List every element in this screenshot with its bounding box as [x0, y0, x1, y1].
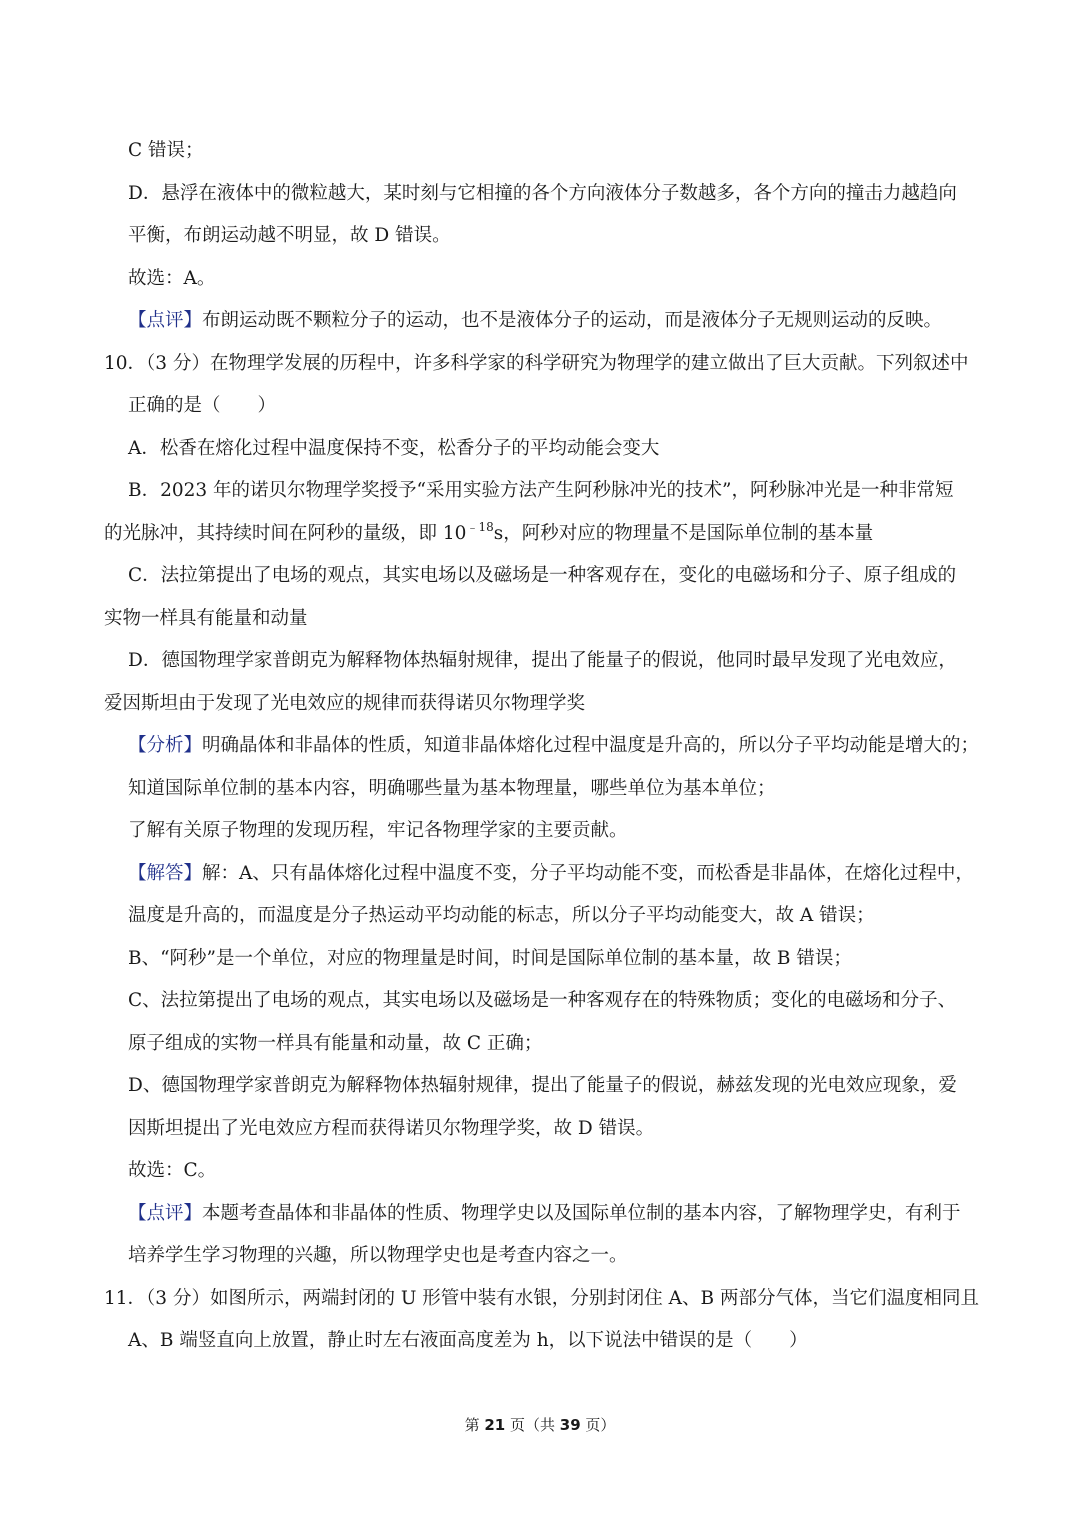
- text-run: 的光脉冲，其持续时间在阿秒的量级，即 10: [104, 523, 467, 544]
- text-line: [128, 393, 276, 419]
- section-tag: 【解答】: [128, 863, 203, 884]
- footer-middle: 页（共: [505, 1416, 560, 1434]
- text-run: 平衡，布朗运动越不明显，故 D 错误。: [128, 225, 451, 246]
- text-run: A、B 端竖直向上放置，静止时左右液面高度差为 h，以下说法中错误的是（ ）: [128, 1330, 808, 1351]
- text-line: [128, 436, 659, 462]
- text-line: [128, 903, 875, 929]
- text-line: [128, 181, 957, 207]
- text-line: [128, 1073, 957, 1099]
- text-run: 因斯坦提出了光电效应方程而获得诺贝尔物理学奖，故 D 错误。: [128, 1118, 655, 1139]
- text-run: 了解有关原子物理的发现历程，牢记各物理学家的主要贡献。: [128, 820, 628, 841]
- text-run: 故选：A。: [128, 268, 216, 289]
- text-run: 明确晶体和非晶体的性质，知道非晶体熔化过程中温度是升高的，所以分子平均动能是增大的；: [202, 735, 980, 756]
- section-tag: 【分析】: [128, 735, 203, 756]
- text-line: [128, 478, 953, 504]
- text-line: [128, 818, 628, 844]
- text-line: [128, 733, 979, 759]
- text-run: 爱因斯坦由于发现了光电效应的规律而获得诺贝尔物理学奖: [104, 693, 586, 714]
- text-run: D、德国物理学家普朗克为解释物体热辐射规律，提出了能量子的假说，赫兹发现的光电效应现象，爱: [128, 1075, 957, 1096]
- text-line: [128, 648, 957, 674]
- text-run: 10．（3 分）在物理学发展的历程中，许多科学家的科学研究为物理学的建立做出了巨大贡献。下列叙述中: [104, 353, 969, 374]
- text-line: [128, 1031, 542, 1057]
- text-line: [128, 776, 776, 802]
- text-line: [104, 1286, 979, 1312]
- text-line: [128, 1201, 961, 1227]
- text-run: 11．（3 分）如图所示，两端封闭的 U 形管中装有水银，分别封闭住 A、B 两部分气体，当它们温度相同且: [104, 1288, 980, 1309]
- text-line: [104, 521, 873, 547]
- text-line: [128, 563, 956, 589]
- text-run: 故选：C。: [128, 1160, 217, 1181]
- text-run: C 错误；: [128, 140, 204, 161]
- text-run: C．法拉第提出了电场的观点，其实电场以及磁场是一种客观存在，变化的电磁场和分子、原子组成的: [128, 565, 957, 586]
- footer-prefix: 第: [464, 1416, 485, 1434]
- text-line: [104, 351, 968, 377]
- text-run: 知道国际单位制的基本内容，明确哪些量为基本物理量，哪些单位为基本单位；: [128, 778, 776, 799]
- text-run: B、“阿秒”是一个单位，对应的物理量是时间，时间是国际单位制的基本量，故 B 错误；: [128, 948, 852, 969]
- text-run: 本题考查晶体和非晶体的性质、物理学史以及国际单位制的基本内容，了解物理学史，有利于: [202, 1203, 961, 1224]
- text-run: 培养学生学习物理的兴趣，所以物理学史也是考查内容之一。: [128, 1245, 628, 1266]
- text-run: 原子组成的实物一样具有能量和动量，故 C 正确；: [128, 1033, 543, 1054]
- text-run: A．松香在熔化过程中温度保持不变，松香分子的平均动能会变大: [128, 438, 660, 459]
- text-line: [128, 861, 974, 887]
- text-run: 解：A、只有晶体熔化过程中温度不变，分子平均动能不变，而松香是非晶体，在熔化过程中，: [202, 863, 974, 884]
- text-line: [128, 223, 451, 249]
- text-run: 布朗运动既不颗粒分子的运动，也不是液体分子的运动，而是液体分子无规则运动的反映。: [202, 310, 943, 331]
- text-run: D．悬浮在液体中的微粒越大，某时刻与它相撞的各个方向液体分子数越多，各个方向的撞击力越趋向: [128, 183, 957, 204]
- text-line: [128, 1328, 808, 1354]
- text-line: [128, 1116, 654, 1142]
- total-page-count: 39: [559, 1416, 581, 1434]
- text-line: [104, 691, 585, 717]
- current-page-number: 21: [484, 1416, 506, 1434]
- text-run: B．2023 年的诺贝尔物理学奖授予“采用实验方法产生阿秒脉冲光的技术”，阿秒脉冲光是一种非常短: [128, 480, 954, 501]
- text-line: [128, 308, 942, 334]
- section-tag: 【点评】: [128, 310, 203, 331]
- superscript-exponent: ﹣18: [466, 520, 494, 534]
- text-run: 正确的是（ ）: [128, 395, 277, 416]
- text-line: [128, 1158, 216, 1184]
- text-run: 温度是升高的，而温度是分子热运动平均动能的标志，所以分子平均动能变大，故 A 错误；: [128, 905, 875, 926]
- text-line: [128, 946, 852, 972]
- section-tag: 【点评】: [128, 1203, 203, 1224]
- text-run: D．德国物理学家普朗克为解释物体热辐射规律，提出了能量子的假说，他同时最早发现了光电效应，: [128, 650, 957, 671]
- page-footer: [0, 1414, 1080, 1436]
- text-run: C、法拉第提出了电场的观点，其实电场以及磁场是一种客观存在的特殊物质；变化的电磁场和分子、: [128, 990, 957, 1011]
- text-run: 实物一样具有能量和动量: [104, 608, 308, 629]
- text-line: [128, 988, 956, 1014]
- footer-suffix: 页）: [580, 1416, 616, 1434]
- text-run: s，阿秒对应的物理量不是国际单位制的基本量: [493, 523, 874, 544]
- text-line: [128, 266, 215, 292]
- text-line: [104, 606, 308, 632]
- text-line: [128, 138, 204, 164]
- text-line: [128, 1243, 628, 1269]
